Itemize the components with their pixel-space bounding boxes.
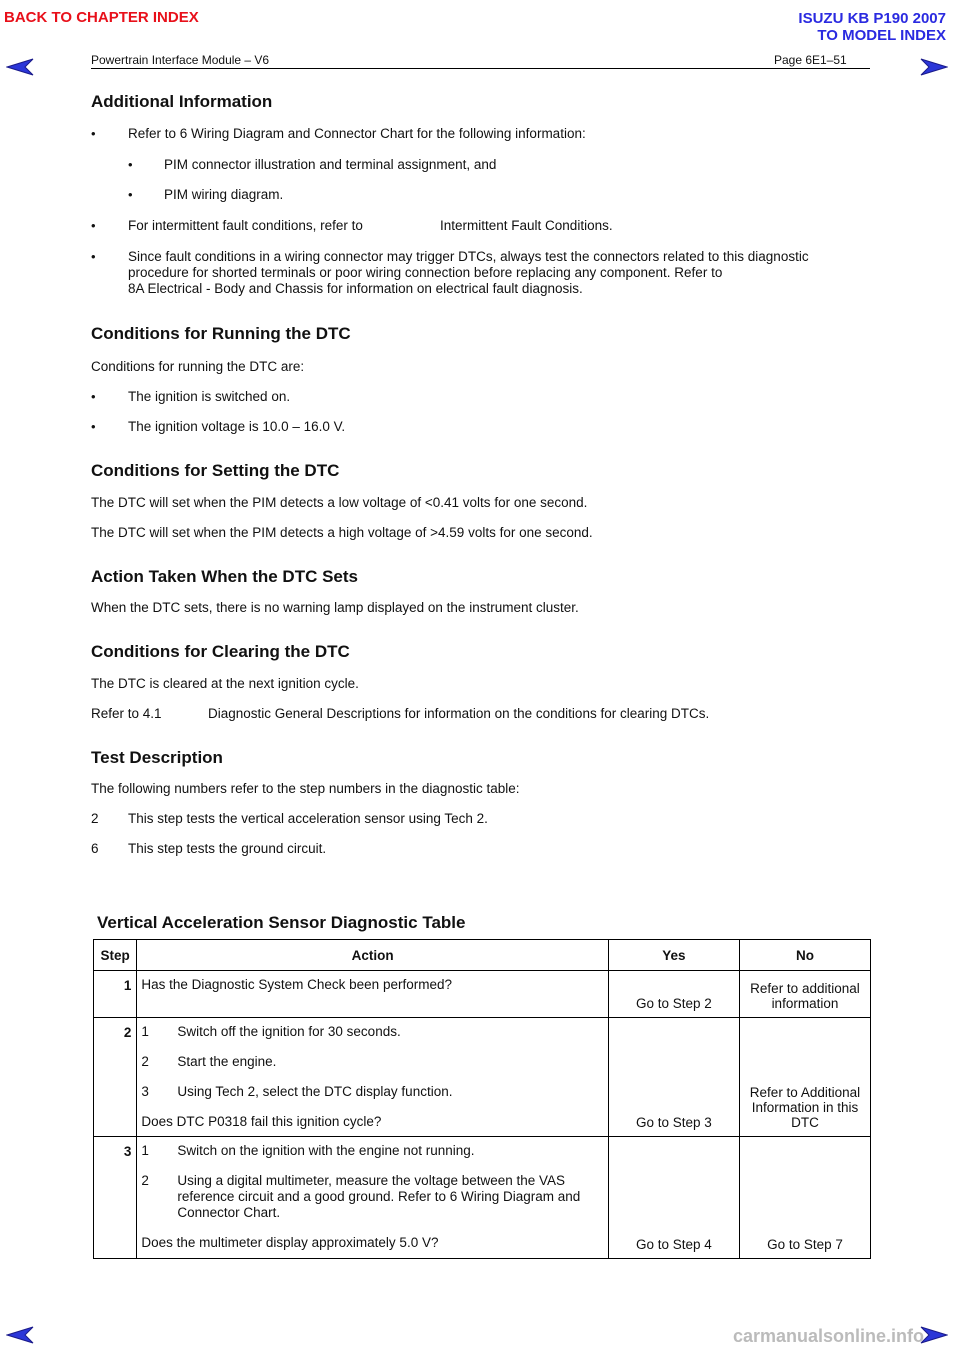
- action-text: Has the Diagnostic System Check been performed?: [137, 971, 609, 1018]
- step-number: 1: [94, 971, 137, 1018]
- additional-info-heading: Additional Information: [91, 92, 273, 111]
- previous-page-arrow-icon[interactable]: [6, 58, 34, 76]
- setting-paragraph-2: The DTC will set when the PIM detects a high voltage of >4.59 volts for one second.: [91, 525, 593, 540]
- bullet-icon: •: [91, 249, 96, 264]
- bullet-icon: •: [91, 419, 96, 434]
- no-result: Go to Step 7: [739, 1137, 870, 1259]
- running-heading: Conditions for Running the DTC: [91, 324, 351, 343]
- header-section-title: Powertrain Interface Module – V6: [91, 53, 270, 67]
- test-step-text: This step tests the ground circuit.: [128, 841, 327, 856]
- bullet-icon: •: [128, 157, 133, 172]
- clearing-paragraph-1: The DTC is cleared at the next ignition cycle.: [91, 676, 359, 691]
- step-number: 3: [94, 1137, 137, 1259]
- bullet-icon: •: [91, 126, 96, 141]
- bullet-icon: •: [91, 218, 96, 233]
- step-number: 2: [94, 1018, 137, 1137]
- test-step-text: This step tests the vertical acceleration sensor using Tech 2.: [128, 811, 488, 826]
- clearing-ref-link[interactable]: Diagnostic General Descriptions for information on the conditions for clearing DTCs.: [208, 706, 710, 721]
- setting-heading: Conditions for Setting the DTC: [91, 461, 340, 480]
- test-description-heading: Test Description: [91, 748, 223, 767]
- substep-number: 1: [141, 1143, 149, 1158]
- footer-watermark: carmanualsonline.info: [732, 1326, 924, 1346]
- column-header-step: Step: [94, 940, 137, 971]
- column-header-no: No: [739, 940, 870, 971]
- setting-paragraph-1: The DTC will set when the PIM detects a low voltage of <0.41 volts for one second.: [91, 495, 588, 510]
- clearing-heading: Conditions for Clearing the DTC: [91, 642, 350, 661]
- substep-text: Start the engine.: [177, 1054, 277, 1069]
- diagnostic-table: [93, 939, 871, 1259]
- previous-page-arrow-bottom-icon[interactable]: [6, 1326, 34, 1344]
- column-header-action: Action: [137, 940, 609, 971]
- substep-text: Switch off the ignition for 30 seconds.: [177, 1024, 401, 1039]
- substep-text: Switch on the ignition with the engine not running.: [177, 1143, 475, 1158]
- no-result: Refer to Additional Information in this DTC: [739, 1018, 870, 1137]
- action-cell: [137, 1137, 609, 1259]
- yes-result: Go to Step 3: [608, 1018, 739, 1137]
- to-model-index-link[interactable]: [798, 10, 946, 44]
- additional-bullet-2-prefix: For intermittent fault conditions, refer to: [128, 218, 363, 233]
- model-name: ISUZU KB P190 2007: [798, 10, 946, 27]
- bullet-icon: •: [91, 389, 96, 404]
- additional-bullet-1: Refer to 6 Wiring Diagram and Connector Chart for the following information:: [128, 126, 586, 141]
- additional-bullet-3-line-3: 8A Electrical - Body and Chassis for information on electrical fault diagnosis.: [128, 281, 583, 296]
- test-step-number: 2: [91, 811, 99, 826]
- action-paragraph: When the DTC sets, there is no warning lamp displayed on the instrument cluster.: [91, 600, 579, 615]
- substep-number: 2: [141, 1173, 149, 1188]
- header-rule: [91, 68, 870, 69]
- additional-bullet-3: [128, 249, 873, 297]
- substep-text: Using Tech 2, select the DTC display function.: [177, 1084, 453, 1099]
- clearing-ref-number: Refer to 4.1: [91, 706, 162, 721]
- substep-number: 2: [141, 1054, 149, 1069]
- table-row: [94, 1018, 871, 1137]
- action-substep: [141, 1084, 603, 1100]
- substep-number: 3: [141, 1084, 149, 1099]
- next-page-arrow-bottom-icon[interactable]: [920, 1326, 948, 1344]
- action-question: Does the multimeter display approximately 5.0 V?: [141, 1235, 439, 1250]
- back-to-chapter-index-link[interactable]: BACK TO CHAPTER INDEX: [4, 9, 199, 26]
- running-intro: Conditions for running the DTC are:: [91, 359, 305, 374]
- header-page-number: Page 6E1–51: [774, 53, 847, 67]
- substep-text: Using a digital multimeter, measure the voltage between the VAS reference circuit and a good ground. Refer to 6 Wiring Diagram and Connector Chart.: [177, 1173, 581, 1220]
- diagnostic-table-title: Vertical Acceleration Sensor Diagnostic Table: [97, 913, 466, 932]
- action-substep: [141, 1054, 603, 1070]
- additional-sub-bullet-2: PIM wiring diagram.: [164, 187, 284, 202]
- additional-bullet-3-line-2: procedure for shorted terminals or poor wiring connection before replacing any component. Refer to: [128, 265, 723, 280]
- additional-sub-bullet-1: PIM connector illustration and terminal assignment, and: [164, 157, 497, 172]
- action-cell: [137, 1018, 609, 1137]
- bullet-icon: •: [128, 187, 133, 202]
- action-heading: Action Taken When the DTC Sets: [91, 567, 358, 586]
- additional-bullet-3-line-1: Since fault conditions in a wiring connector may trigger DTCs, always test the connectors related to this diagnostic: [128, 249, 809, 264]
- column-header-yes: Yes: [608, 940, 739, 971]
- intermittent-fault-link[interactable]: Intermittent Fault Conditions.: [440, 218, 613, 233]
- running-bullet-1: The ignition is switched on.: [128, 389, 291, 404]
- action-substep: [141, 1143, 603, 1159]
- running-bullet-2: The ignition voltage is 10.0 – 16.0 V.: [128, 419, 346, 434]
- yes-result: Go to Step 2: [608, 971, 739, 1018]
- action-substep: [141, 1024, 603, 1040]
- table-row: [94, 971, 871, 1018]
- test-intro: The following numbers refer to the step numbers in the diagnostic table:: [91, 781, 520, 796]
- action-question: Does DTC P0318 fail this ignition cycle?: [141, 1114, 382, 1129]
- yes-result: Go to Step 4: [608, 1137, 739, 1259]
- next-page-arrow-icon[interactable]: [920, 58, 948, 76]
- no-result: Refer to additional information: [739, 971, 870, 1018]
- action-substep: [141, 1173, 603, 1221]
- table-row: [94, 1137, 871, 1259]
- model-index-label: TO MODEL INDEX: [817, 27, 946, 44]
- table-header-row: [94, 940, 871, 971]
- substep-number: 1: [141, 1024, 149, 1039]
- test-step-number: 6: [91, 841, 99, 856]
